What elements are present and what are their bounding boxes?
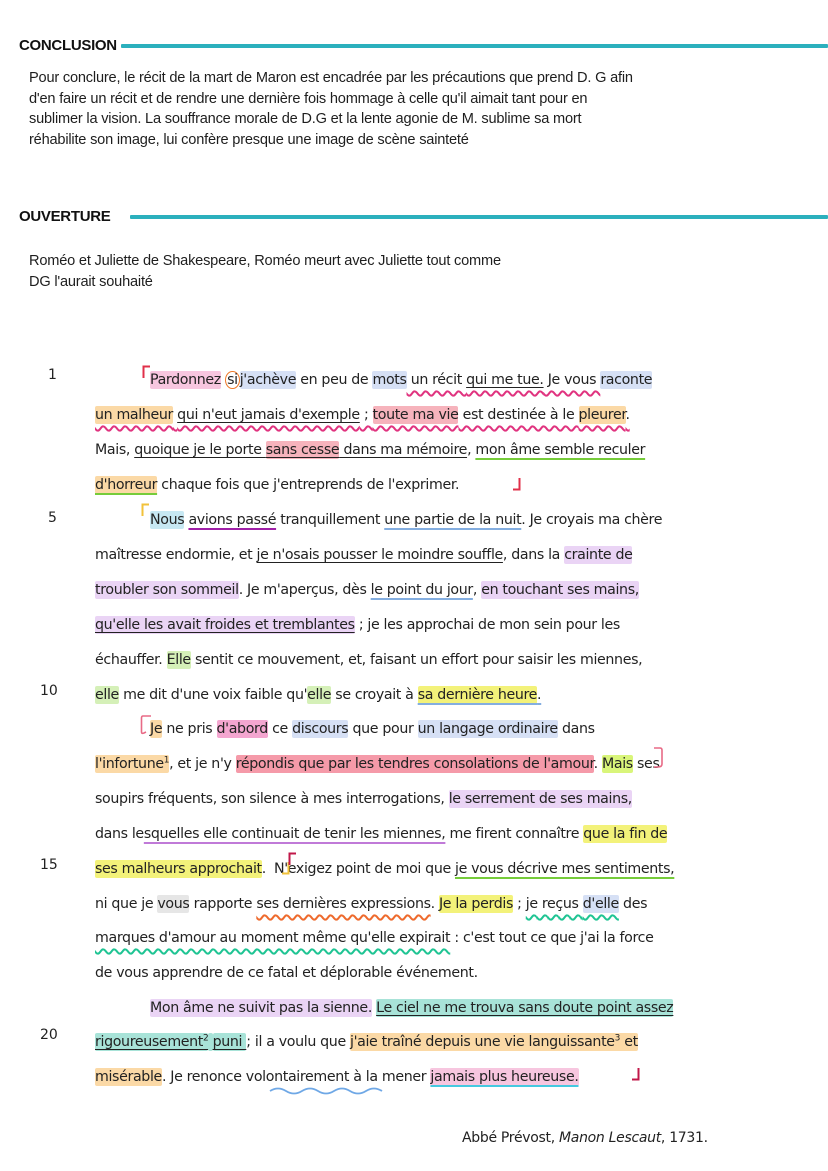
text: rigoureusement [95,1034,204,1050]
highlight: misérable [95,1069,162,1085]
excerpt-line-17 [95,927,653,962]
excerpt-line-14 [95,823,667,858]
excerpt-line-3 [95,439,645,474]
excerpt-line-16 [95,893,647,928]
text: ; je les approchai de mon sein pour les [354,617,620,633]
text: dans ma mémoire [339,442,468,458]
conclusion-line: d'en faire un récit et de rendre une dernière fois hommage à celle qu'il aimait tant pour en [29,90,588,107]
text: j'aie traîné depuis une vie languissante [349,1034,615,1050]
highlight: répondis que par les tendres consolations de l'amour [235,756,594,772]
close-bracket-icon [631,1068,640,1081]
text: des [618,896,648,912]
excerpt-line-15 [95,858,674,893]
open-bracket-icon [142,365,151,378]
footnote-marker: 3 [614,1033,621,1044]
open-bracket-icon [288,852,297,865]
underline: squelles elle continuait de tenir les miennes, [143,826,446,842]
text: N'exigez point de moi que [273,861,455,877]
text: , [472,582,482,598]
highlight: toute ma vie [372,407,459,423]
underline: mon âme semble reculer [475,442,646,458]
underline [134,441,467,459]
excerpt-line-6 [95,544,632,579]
text: chaque fois que j'entreprends de l'exprimer. [157,477,460,493]
underline: avions passé [188,512,277,528]
text: ce [267,721,293,737]
excerpt-line-12 [95,753,659,788]
source-credit [462,1130,708,1146]
text: . Je renonce [161,1069,246,1085]
text: rapporte [189,896,257,912]
text: . [625,407,630,423]
text: se croyait à [331,687,418,703]
underline: qui n'eut jamais d'exemple [177,407,360,423]
text: dans [557,721,595,737]
wavy-underline: ses dernières expressions [256,896,431,912]
highlight: qu'elle les avait froides et tremblantes [95,617,355,633]
highlight: que la fin de [583,826,668,842]
text: . [261,861,266,877]
highlight: Je la perdis [438,896,513,912]
highlight: Nous [150,512,185,528]
text: me dit d'une voix faible qu' [118,687,308,703]
highlight [350,1033,638,1051]
text: je reçus [525,896,583,912]
text: maîtresse endormie, et [95,547,257,563]
highlight: ses malheurs approchait [95,861,262,877]
conclusion-text [29,68,633,150]
text: un récit [406,372,467,388]
text: à la mener [349,1069,431,1085]
footnote-marker: 2 [203,1033,209,1044]
open-bracket-icon [140,714,152,736]
highlight: Je [150,721,163,737]
ouverture-heading: OUVERTURE [19,208,111,225]
excerpt-line-20 [95,1031,638,1066]
text: . [593,756,602,772]
text: , et je n'y [169,756,236,772]
highlight: elle [307,687,332,703]
excerpt-line-2 [95,404,630,439]
conclusion-heading: CONCLUSION [19,37,117,54]
wavy-mark-icon [268,1086,384,1096]
conclusion-header [19,37,828,54]
highlight: mots [372,372,407,388]
highlight: discours [292,721,349,737]
text: ; [513,896,526,912]
underline: qui me tue. [466,372,544,388]
text: dans le [95,826,144,842]
text: . [537,687,542,703]
line-number: 1 [48,367,57,383]
text: ne pris [162,721,217,737]
line-number: 10 [40,683,58,699]
credit-year: , 1731. [660,1130,708,1146]
text: de vous apprendre de ce fatal et déplorable événement. [95,965,478,981]
text: , dans la [502,547,565,563]
conclusion-line: Pour conclure, le récit de la mart de Maron est encadrée par les précautions que prend D. G afin [29,70,633,86]
line-number: 20 [40,1027,58,1043]
underline: je vous décrive mes sentiments, [455,861,675,877]
highlight: crainte de [564,547,633,563]
text: volontairement [245,1069,350,1085]
text [208,1033,212,1051]
highlight: sa dernière heure [417,687,538,703]
highlight: troubler son sommeil [95,582,239,598]
excerpt-line-10 [95,684,541,719]
ouverture-line: DG l'aurait souhaité [29,273,153,290]
text: ; il a voulu que [246,1034,350,1050]
highlight: j'achève [239,372,297,388]
excerpt-line-8 [95,614,620,649]
text: échauffer. [95,652,167,668]
excerpt-line-11 [150,718,595,753]
highlight: pleurer [578,407,626,423]
line-number: 15 [40,857,58,873]
underline: une partie de la nuit [384,512,522,528]
text: Je vous [543,372,601,388]
underline: le point du jour [370,582,473,598]
ouverture-text [29,251,501,292]
text: . Je croyais ma chère [521,512,663,528]
excerpt-line-1 [150,369,652,404]
text: . [430,896,439,912]
highlight [95,755,169,773]
circled-word: si [227,372,238,388]
highlight: un langage ordinaire [417,721,558,737]
excerpt-line-13 [95,788,632,823]
highlight: en touchant ses mains, [481,582,639,598]
excerpt-line-5 [150,509,662,544]
highlight: vous [157,896,190,912]
credit-title: Manon Lescaut [559,1130,661,1146]
highlight: un malheur [95,407,173,423]
conclusion-divider [121,44,828,48]
text: que pour [348,721,418,737]
highlight: elle [95,687,119,703]
footnote-marker: 1 [163,755,170,766]
text: sentit ce mouvement, et, faisant un effort pour saisir les miennes, [190,652,643,668]
text: et [620,1034,638,1050]
text: est destinée à le [458,407,579,423]
text: quoique je le porte [134,442,266,458]
highlight: puni [212,1034,247,1050]
ouverture-divider [130,215,828,219]
text: ses [632,756,660,772]
highlight: Elle [166,652,191,668]
highlight: Le ciel ne me trouva sans doute point assez [376,1000,674,1016]
text: Mais, [95,442,135,458]
highlight: Pardonnez [150,372,221,388]
close-bracket-icon [652,746,664,770]
highlight: le serrement de ses mains, [448,791,632,807]
text: en peu de [296,372,373,388]
line-number: 5 [48,510,57,526]
excerpt-line-19 [150,997,673,1032]
excerpt-line-7 [95,579,639,614]
text: , [467,442,476,458]
highlight [95,1033,208,1051]
highlight: sans cesse [265,442,340,458]
text: . Je m'aperçus, dès [238,582,371,598]
conclusion-line: réhabilite son image, lui confère presque une image de scène sainteté [29,131,469,148]
text: me firent connaître [445,826,584,842]
excerpt-line-9 [95,649,642,684]
highlight: Mais [601,756,633,772]
highlight: d'horreur [95,477,158,493]
wavy-underline [407,372,601,388]
highlight: raconte [600,372,653,388]
text: ; [359,407,373,423]
credit-author: Abbé Prévost, [462,1130,560,1146]
text: tranquillement [276,512,385,528]
conclusion-line: sublimer la vision. La souffrance morale de D.G et la lente agonie de M. sublime sa mort [29,111,582,127]
ouverture-line: Roméo et Juliette de Shakespeare, Roméo meurt avec Juliette tout comme [29,253,501,269]
text: : c'est tout ce que j'ai la force [450,930,654,946]
underline: je n'osais pousser le moindre souffle [256,547,503,563]
text: ni que je [95,896,158,912]
highlight: jamais plus heureuse. [430,1069,579,1085]
close-bracket-icon [512,478,521,491]
ouverture-header [19,208,828,225]
highlight: Mon âme ne suivit pas la sienne. [150,1000,372,1016]
text: soupirs fréquents, son silence à mes interrogations, [95,791,449,807]
highlight: d'elle [582,896,619,912]
open-bracket-icon [141,503,150,516]
highlight: d'abord [216,721,268,737]
excerpt-line-18 [95,962,478,997]
text: l'infortune [95,756,164,772]
wavy-underline: marques d'amour au moment même qu'elle expirait [95,930,451,946]
wavy-underline [526,895,619,913]
